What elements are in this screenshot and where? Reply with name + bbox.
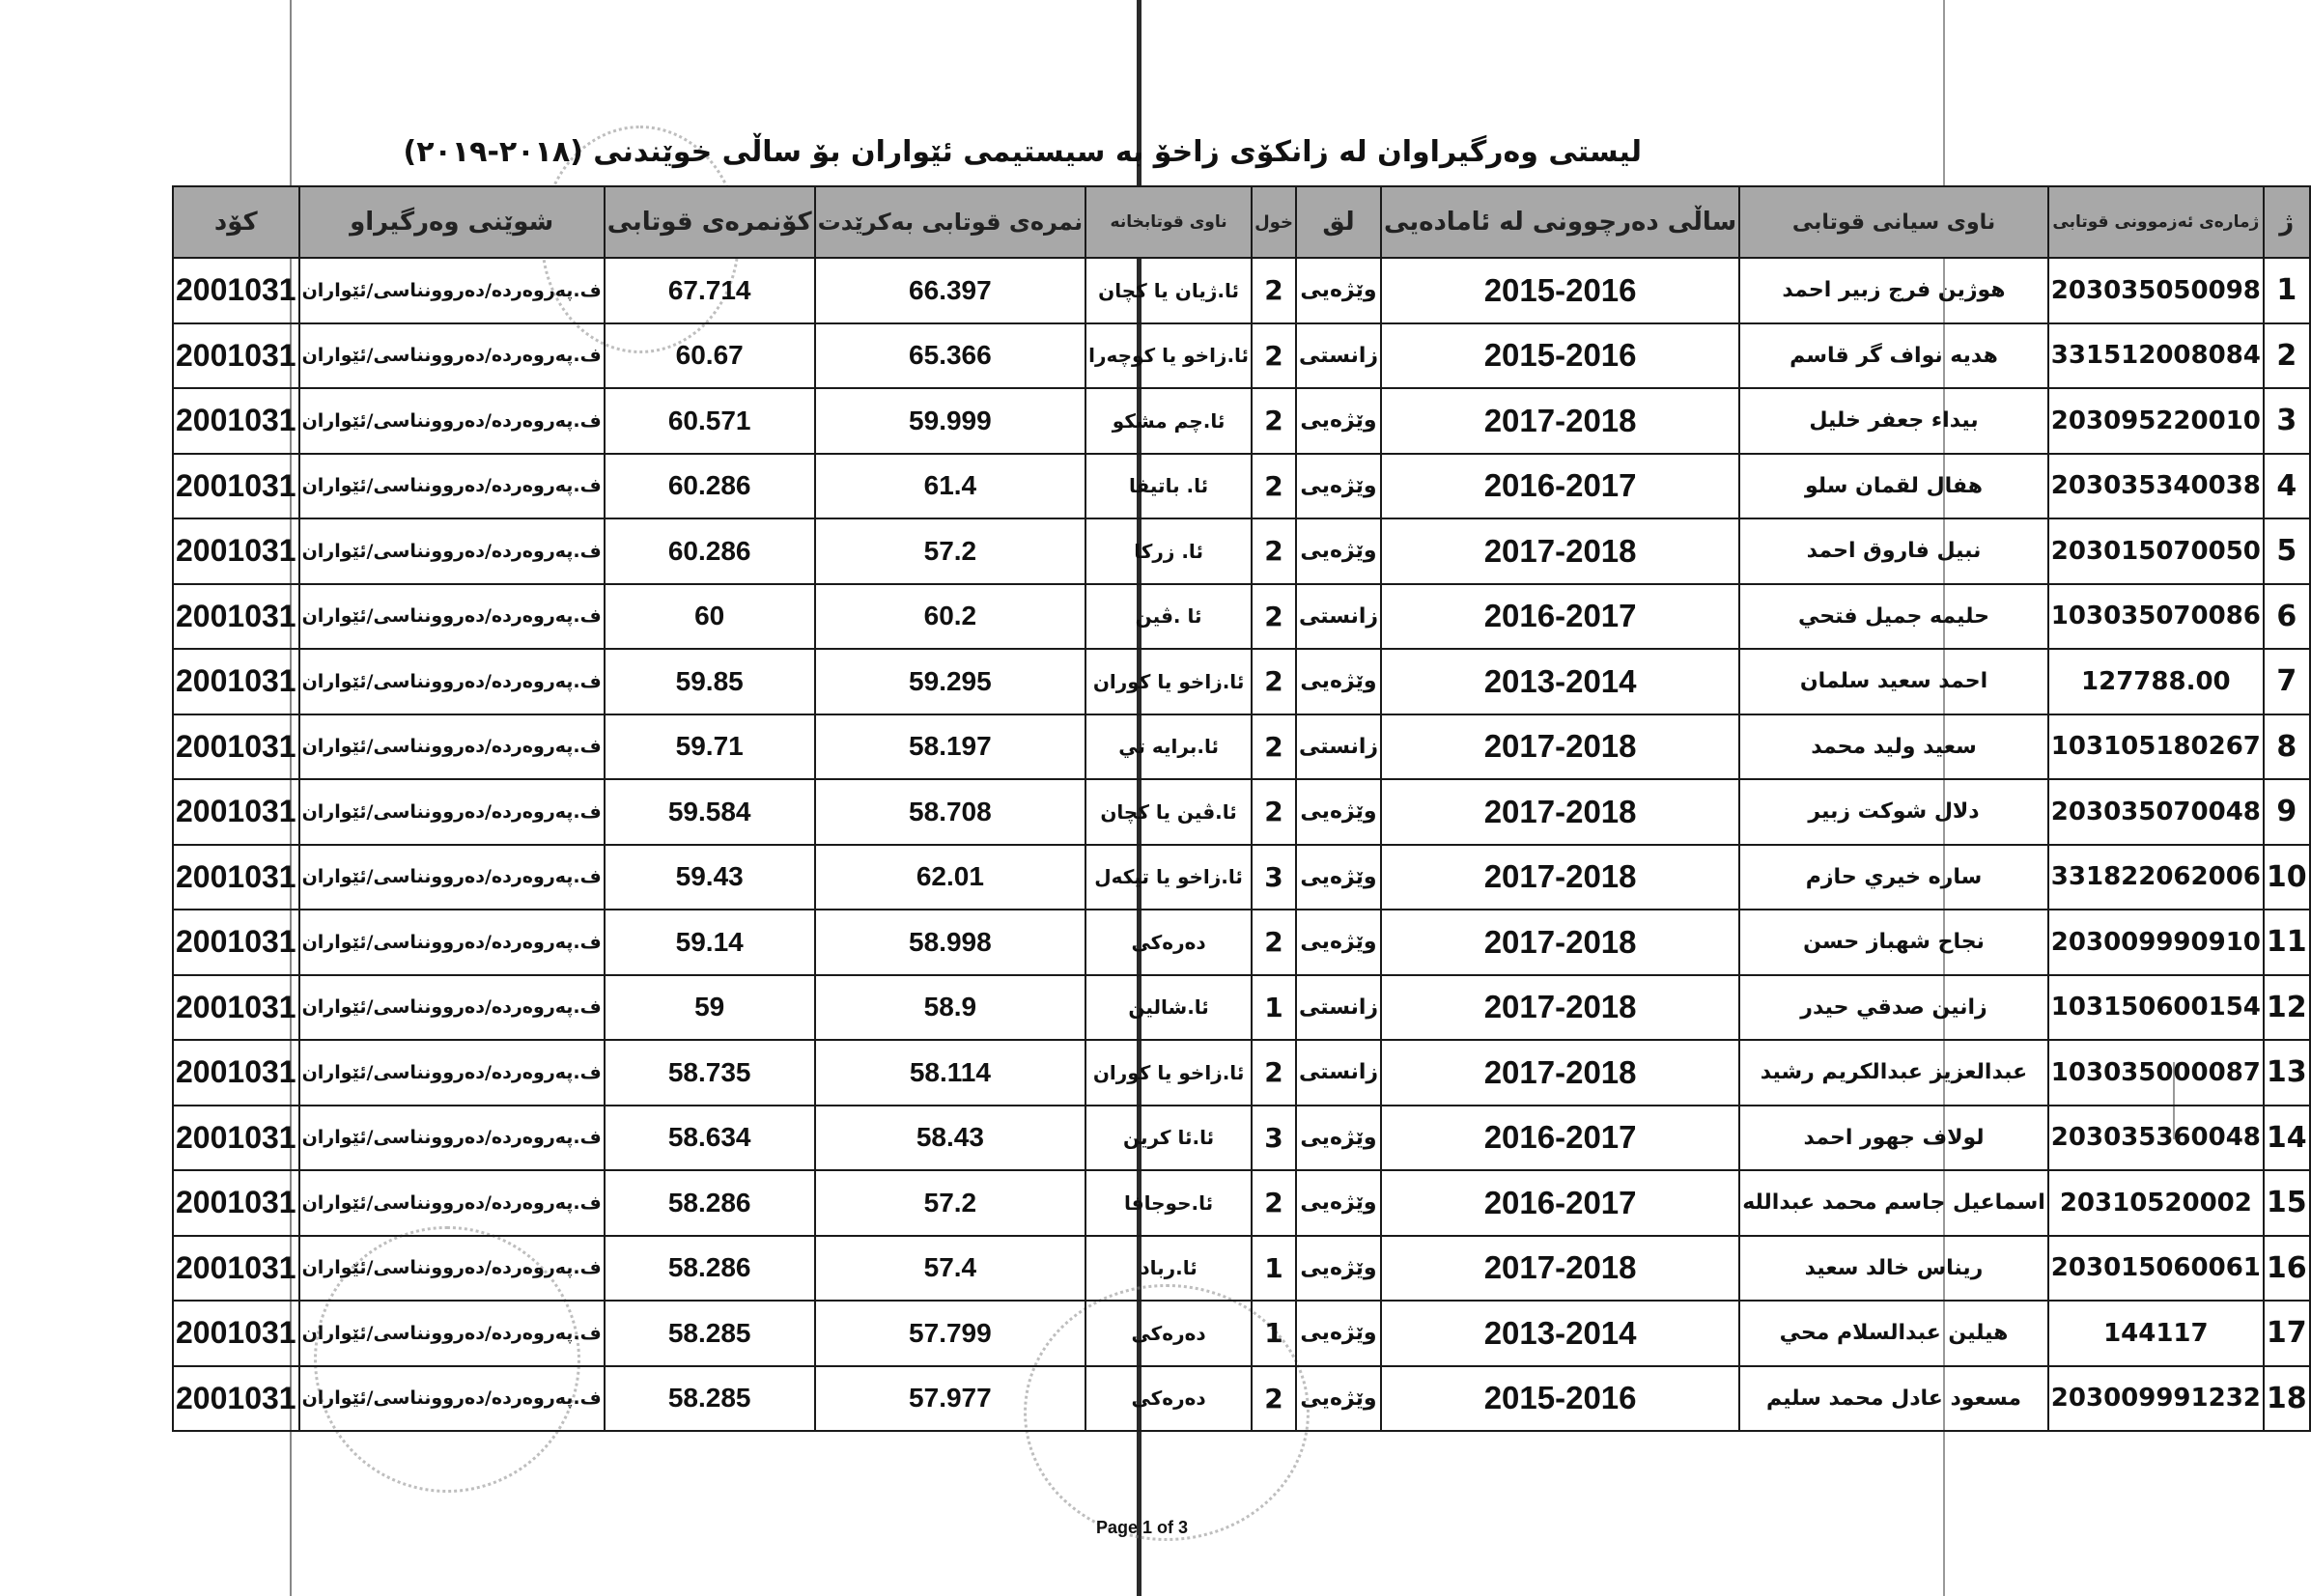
table-row [173,1301,2310,1366]
header-student-name: ناوی سیانی قوتابی [1739,186,2048,258]
cell-grade: 58.286 [605,1236,815,1302]
table-row [173,323,2310,389]
cell-admission-place: ف.پەروەردە/دەروونناسی/ئێواران [299,1366,605,1432]
cell-grade-competitive: 58.43 [815,1106,1085,1171]
cell-student-name: لولاف جهور احمد [1739,1106,2048,1171]
cell-exam-id: 203035070048 [2048,779,2264,845]
cell-school-name: ئا .ڤين [1085,584,1252,650]
cell-branch: وێژەیی [1296,258,1381,323]
cell-exam-id: 331822062006 [2048,845,2264,910]
cell-department-code: 2001031 [173,323,299,389]
cell-admission-place: ف.پەروەردە/دەروونناسی/ئێواران [299,910,605,975]
header-step: خول [1252,186,1296,258]
cell-grade-competitive: 58.708 [815,779,1085,845]
cell-department-code: 2001031 [173,910,299,975]
cell-school-name: ئا.ژیان یا کچان [1085,258,1252,323]
cell-step: 1 [1252,1301,1296,1366]
cell-school-name: ئا.زاخو یا کوران [1085,1040,1252,1106]
cell-row-number: 6 [2264,584,2310,650]
cell-row-number: 1 [2264,258,2310,323]
cell-exam-id: 203095220010 [2048,388,2264,454]
cell-school-name: ئا.شالين [1085,975,1252,1041]
cell-branch: وێژەیی [1296,1301,1381,1366]
cell-row-number: 14 [2264,1106,2310,1171]
cell-student-name: سعيد وليد محمد [1739,714,2048,780]
cell-graduation-year: 2017-2018 [1381,714,1739,780]
students-table-container [172,185,2311,1432]
cell-row-number: 10 [2264,845,2310,910]
cell-row-number: 7 [2264,649,2310,714]
table-row [173,975,2310,1041]
header-code: کۆد [173,186,299,258]
table-row [173,584,2310,650]
table-row [173,1366,2310,1432]
cell-admission-place: ف.پەروەردە/دەروونناسی/ئێواران [299,714,605,780]
cell-step: 3 [1252,845,1296,910]
cell-exam-id: 203035360048 [2048,1106,2264,1171]
cell-student-name: ريناس خالد سعيد [1739,1236,2048,1302]
cell-step: 2 [1252,649,1296,714]
cell-department-code: 2001031 [173,845,299,910]
cell-row-number: 15 [2264,1170,2310,1236]
cell-grade-competitive: 59.295 [815,649,1085,714]
cell-row-number: 17 [2264,1301,2310,1366]
cell-student-name: هوژین فرج زبير احمد [1739,258,2048,323]
cell-step: 2 [1252,454,1296,519]
cell-branch: زانستی [1296,584,1381,650]
cell-school-name: دەرەکی [1085,1366,1252,1432]
cell-graduation-year: 2016-2017 [1381,1106,1739,1171]
table-row [173,845,2310,910]
cell-grade-competitive: 57.977 [815,1366,1085,1432]
cell-admission-place: ف.پەروەردە/دەروونناسی/ئێواران [299,1170,605,1236]
cell-student-name: نبيل فاروق احمد [1739,518,2048,584]
cell-grade: 58.285 [605,1301,815,1366]
cell-graduation-year: 2017-2018 [1381,518,1739,584]
cell-student-name: نجاح شهباز حسن [1739,910,2048,975]
cell-school-name: ئا.رباد [1085,1236,1252,1302]
cell-grade-competitive: 57.2 [815,518,1085,584]
cell-admission-place: ف.پەروەردە/دەروونناسی/ئێواران [299,454,605,519]
cell-grade: 58.285 [605,1366,815,1432]
cell-grade-competitive: 61.4 [815,454,1085,519]
table-row [173,1106,2310,1171]
cell-student-name: دلال شوكت زبير [1739,779,2048,845]
table-row [173,714,2310,780]
cell-grade: 58.286 [605,1170,815,1236]
cell-grade: 59.43 [605,845,815,910]
cell-grade: 59.71 [605,714,815,780]
cell-branch: وێژەیی [1296,1170,1381,1236]
header-grade-competitive: نمرەی قوتابی بەکرێدت [815,186,1085,258]
cell-graduation-year: 2015-2016 [1381,1366,1739,1432]
table-header-row [173,186,2310,258]
cell-branch: وێژەیی [1296,1366,1381,1432]
cell-graduation-year: 2017-2018 [1381,1236,1739,1302]
page-number: Page 1 of 3 [1096,1518,1189,1537]
cell-exam-id: 103150600154 [2048,975,2264,1041]
cell-row-number: 13 [2264,1040,2310,1106]
cell-department-code: 2001031 [173,258,299,323]
header-exam-id: ژمارەی ئەزموونی قوتابی [2048,186,2264,258]
cell-exam-id: 203035050098 [2048,258,2264,323]
cell-row-number: 5 [2264,518,2310,584]
cell-student-name: مسعود عادل محمد سليم [1739,1366,2048,1432]
cell-admission-place: ف.پەروەردە/دەروونناسی/ئێواران [299,649,605,714]
cell-department-code: 2001031 [173,649,299,714]
cell-step: 2 [1252,910,1296,975]
cell-grade-competitive: 57.4 [815,1236,1085,1302]
cell-graduation-year: 2017-2018 [1381,1040,1739,1106]
cell-grade-competitive: 57.2 [815,1170,1085,1236]
cell-step: 2 [1252,714,1296,780]
cell-admission-place: ف.پەروەردە/دەروونناسی/ئێواران [299,1236,605,1302]
cell-grade-competitive: 66.397 [815,258,1085,323]
cell-school-name: ئا.زاخو یا تیکەل [1085,845,1252,910]
cell-step: 1 [1252,1236,1296,1302]
cell-branch: وێژەیی [1296,845,1381,910]
cell-graduation-year: 2015-2016 [1381,323,1739,389]
cell-exam-id: 127788.00 [2048,649,2264,714]
table-row [173,649,2310,714]
cell-school-name: ئا.چم مشکو [1085,388,1252,454]
header-branch: لق [1296,186,1381,258]
cell-admission-place: ف.پەروەردە/دەروونناسی/ئێواران [299,323,605,389]
cell-grade: 60 [605,584,815,650]
document-title: لیستی وەرگیراوان لە زانکۆی زاخۆ بە سیستیمی ئێواران بۆ ساڵی خوێندنی (٢٠١٨-٢٠١٩) [403,135,1642,169]
cell-row-number: 18 [2264,1366,2310,1432]
cell-department-code: 2001031 [173,1170,299,1236]
cell-grade: 60.571 [605,388,815,454]
cell-department-code: 2001031 [173,1106,299,1171]
cell-school-name: ئا. باتيفا [1085,454,1252,519]
cell-school-name: ئا.زاخو یا کوچەرا [1085,323,1252,389]
cell-exam-id: 203015070050 [2048,518,2264,584]
cell-department-code: 2001031 [173,454,299,519]
cell-student-name: ساره خيري حازم [1739,845,2048,910]
cell-branch: وێژەیی [1296,779,1381,845]
cell-admission-place: ف.پەروەردە/دەروونناسی/ئێواران [299,258,605,323]
cell-step: 2 [1252,779,1296,845]
cell-branch: وێژەیی [1296,454,1381,519]
table-row [173,388,2310,454]
cell-exam-id: 20310520002 [2048,1170,2264,1236]
cell-department-code: 2001031 [173,1301,299,1366]
cell-department-code: 2001031 [173,975,299,1041]
cell-exam-id: 103035000087 [2048,1040,2264,1106]
cell-student-name: هفال لقمان سلو [1739,454,2048,519]
cell-step: 2 [1252,1366,1296,1432]
cell-branch: زانستی [1296,714,1381,780]
cell-grade: 59.584 [605,779,815,845]
cell-row-number: 9 [2264,779,2310,845]
cell-department-code: 2001031 [173,518,299,584]
cell-admission-place: ف.پەروەردە/دەروونناسی/ئێواران [299,584,605,650]
cell-row-number: 12 [2264,975,2310,1041]
cell-graduation-year: 2017-2018 [1381,975,1739,1041]
cell-grade: 58.735 [605,1040,815,1106]
cell-department-code: 2001031 [173,779,299,845]
cell-student-name: احمد سعيد سلمان [1739,649,2048,714]
cell-exam-id: 144117 [2048,1301,2264,1366]
table-row [173,779,2310,845]
table-row [173,1170,2310,1236]
cell-grade: 60.286 [605,454,815,519]
cell-step: 3 [1252,1106,1296,1171]
cell-grade-competitive: 58.197 [815,714,1085,780]
cell-exam-id: 203009991232 [2048,1366,2264,1432]
cell-grade-competitive: 58.9 [815,975,1085,1041]
cell-department-code: 2001031 [173,388,299,454]
cell-step: 2 [1252,258,1296,323]
cell-row-number: 4 [2264,454,2310,519]
cell-graduation-year: 2017-2018 [1381,388,1739,454]
cell-graduation-year: 2017-2018 [1381,779,1739,845]
cell-admission-place: ف.پەروەردە/دەروونناسی/ئێواران [299,779,605,845]
cell-school-name: دەرەکی [1085,1301,1252,1366]
cell-student-name: عبدالعزيز عبدالكريم رشيد [1739,1040,2048,1106]
cell-graduation-year: 2016-2017 [1381,1170,1739,1236]
cell-branch: وێژەیی [1296,910,1381,975]
table-row [173,1040,2310,1106]
cell-branch: وێژەیی [1296,649,1381,714]
cell-department-code: 2001031 [173,584,299,650]
cell-exam-id: 203015060061 [2048,1236,2264,1302]
cell-exam-id: 331512008084 [2048,323,2264,389]
cell-grade-competitive: 58.998 [815,910,1085,975]
table-row [173,454,2310,519]
cell-student-name: زانين صدقي حيدر [1739,975,2048,1041]
cell-branch: وێژەیی [1296,388,1381,454]
cell-row-number: 8 [2264,714,2310,780]
cell-department-code: 2001031 [173,714,299,780]
cell-exam-id: 203009990910 [2048,910,2264,975]
cell-grade: 60.286 [605,518,815,584]
cell-row-number: 2 [2264,323,2310,389]
cell-step: 2 [1252,584,1296,650]
cell-grade-competitive: 62.01 [815,845,1085,910]
cell-student-name: هيلين عبدالسلام محي [1739,1301,2048,1366]
cell-grade: 60.67 [605,323,815,389]
cell-school-name: ئا. زرکا [1085,518,1252,584]
cell-branch: وێژەیی [1296,1106,1381,1171]
cell-grade-competitive: 58.114 [815,1040,1085,1106]
cell-grade-competitive: 57.799 [815,1301,1085,1366]
cell-branch: وێژەیی [1296,1236,1381,1302]
cell-branch: وێژەیی [1296,518,1381,584]
cell-school-name: دەرەکی [1085,910,1252,975]
cell-student-name: هديه نواف گر قاسم [1739,323,2048,389]
cell-school-name: ئا.ئا کرين [1085,1106,1252,1171]
cell-step: 2 [1252,518,1296,584]
cell-department-code: 2001031 [173,1236,299,1302]
cell-admission-place: ف.پەروەردە/دەروونناسی/ئێواران [299,1301,605,1366]
cell-graduation-year: 2016-2017 [1381,454,1739,519]
cell-graduation-year: 2017-2018 [1381,845,1739,910]
cell-step: 1 [1252,975,1296,1041]
cell-department-code: 2001031 [173,1366,299,1432]
cell-row-number: 3 [2264,388,2310,454]
cell-student-name: اسماعيل جاسم محمد عبدالله [1739,1170,2048,1236]
cell-branch: زانستی [1296,1040,1381,1106]
cell-exam-id: 103105180267 [2048,714,2264,780]
header-num: ژ [2264,186,2310,258]
cell-grade: 67.714 [605,258,815,323]
cell-school-name: ئا.حوجافا [1085,1170,1252,1236]
cell-step: 2 [1252,1040,1296,1106]
cell-grade: 59.14 [605,910,815,975]
cell-graduation-year: 2016-2017 [1381,584,1739,650]
table-row [173,518,2310,584]
cell-grade-competitive: 60.2 [815,584,1085,650]
cell-grade: 59.85 [605,649,815,714]
cell-admission-place: ف.پەروەردە/دەروونناسی/ئێواران [299,1040,605,1106]
cell-school-name: ئا.زاخو یا کوران [1085,649,1252,714]
cell-grade: 58.634 [605,1106,815,1171]
students-table [172,185,2311,1432]
table-row [173,1236,2310,1302]
cell-graduation-year: 2017-2018 [1381,910,1739,975]
cell-grade-competitive: 59.999 [815,388,1085,454]
cell-grade: 59 [605,975,815,1041]
cell-row-number: 16 [2264,1236,2310,1302]
cell-step: 2 [1252,1170,1296,1236]
cell-grade-competitive: 65.366 [815,323,1085,389]
cell-graduation-year: 2013-2014 [1381,649,1739,714]
cell-student-name: بيداء جعفر خليل [1739,388,2048,454]
cell-school-name: ئا.برایه تي [1085,714,1252,780]
cell-admission-place: ف.پەروەردە/دەروونناسی/ئێواران [299,975,605,1041]
header-admission-place: شوێنی وەرگیراو [299,186,605,258]
cell-row-number: 11 [2264,910,2310,975]
table-row [173,258,2310,323]
cell-exam-id: 203035340038 [2048,454,2264,519]
cell-step: 2 [1252,323,1296,389]
cell-admission-place: ف.پەروەردە/دەروونناسی/ئێواران [299,1106,605,1171]
cell-admission-place: ف.پەروەردە/دەروونناسی/ئێواران [299,388,605,454]
header-grade: کۆنمرەی قوتابی [605,186,815,258]
cell-exam-id: 103035070086 [2048,584,2264,650]
cell-student-name: حليمه جميل فتحي [1739,584,2048,650]
cell-branch: زانستی [1296,323,1381,389]
cell-school-name: ئا.ڤين یا کچان [1085,779,1252,845]
cell-graduation-year: 2015-2016 [1381,258,1739,323]
table-row [173,910,2310,975]
cell-admission-place: ف.پەروەردە/دەروونناسی/ئێواران [299,845,605,910]
cell-admission-place: ف.پەروەردە/دەروونناسی/ئێواران [299,518,605,584]
cell-branch: زانستی [1296,975,1381,1041]
cell-graduation-year: 2013-2014 [1381,1301,1739,1366]
cell-department-code: 2001031 [173,1040,299,1106]
cell-step: 2 [1252,388,1296,454]
header-school: ناوی قوتابخانە [1085,186,1252,258]
header-graduation-year: ساڵی دەرچوونی لە ئامادەیی [1381,186,1739,258]
